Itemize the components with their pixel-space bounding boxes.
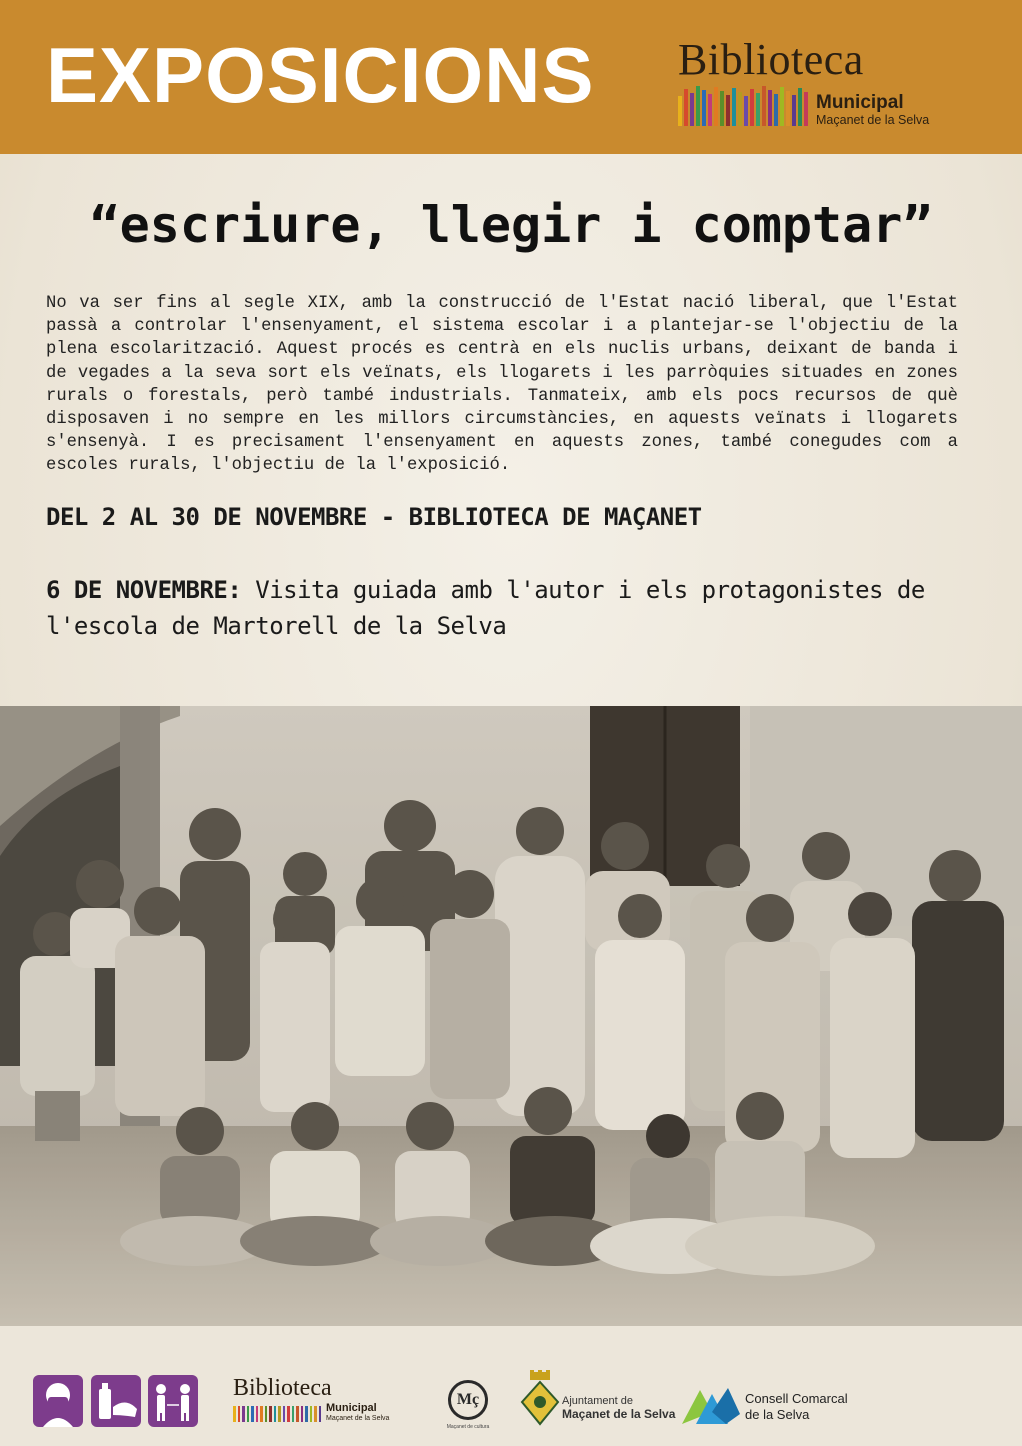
visit-text: Visita guiada amb l'autor i els protagonistes de l'escola de Martorell de la Selva: [46, 576, 925, 640]
town-council-line2: Maçanet de la Selva: [562, 1406, 676, 1421]
county-council-logo-icon: [682, 1384, 740, 1424]
logo-bar: [720, 91, 724, 126]
logo-bar: [242, 1406, 245, 1422]
logo-bar: [798, 88, 802, 126]
logo-bar: [278, 1406, 281, 1422]
county-council-line1: Consell Comarcal: [745, 1391, 848, 1406]
footer-library-logo-word: Biblioteca: [233, 1375, 332, 1401]
library-logo-town: Maçanet de la Selva: [816, 112, 930, 127]
logo-bar: [238, 1406, 241, 1422]
culture-seal-icon: Mç: [448, 1380, 488, 1420]
exhibition-title: “escriure, llegir i comptar”: [89, 196, 933, 254]
logo-bar: [756, 93, 760, 126]
library-logo-bars: [678, 86, 810, 126]
logo-bar: [301, 1406, 304, 1422]
logo-bar: [744, 96, 748, 126]
logo-bar: [726, 95, 730, 126]
guided-visit: [46, 572, 976, 644]
logo-bar: [287, 1406, 290, 1422]
logo-bar: [319, 1406, 322, 1422]
header-title: EXPOSICIONS: [46, 31, 595, 119]
town-council-label: [562, 1395, 675, 1421]
library-logo: [678, 35, 930, 127]
logo-bar: [251, 1406, 254, 1422]
county-council-line2: de la Selva: [745, 1407, 810, 1422]
logo-bar: [804, 92, 808, 126]
logo-bar: [762, 86, 766, 126]
town-coat-of-arms-icon: [520, 1370, 560, 1426]
logo-bar: [696, 86, 700, 126]
logo-bar: [247, 1406, 250, 1422]
header-bar: [0, 0, 1022, 154]
footer-library-logo: [233, 1376, 389, 1422]
logo-bar: [684, 89, 688, 126]
hand-sanitizer-icon: [91, 1375, 141, 1427]
exhibition-dates: DEL 2 AL 30 DE NOVEMBRE - BIBLIOTECA DE MAÇANET: [46, 503, 702, 531]
culture-seal-caption: Maçanet de cultura: [446, 1424, 490, 1430]
logo-bar: [774, 94, 778, 126]
logo-bar: [274, 1406, 277, 1422]
logo-bar: [269, 1406, 272, 1422]
logo-bar: [702, 90, 706, 126]
logo-bar: [292, 1406, 295, 1422]
logo-bar: [283, 1406, 286, 1422]
visit-date: 6 DE NOVEMBRE:: [46, 576, 242, 604]
distance-icon: [148, 1375, 198, 1427]
logo-bar: [738, 92, 742, 126]
description-paragraph: No va ser fins al segle XIX, amb la construcció de l'Estat nació liberal, que l'Estat passà a controlar l'ensenyament, el sistema escolar i a plantejar-se l'objectiu de la plena escolarització. Aquest procés es centrà en els nuclis urbans, deixant de banda i de vegades a la seva sort els veïnats, els llogarets i les parròquies situades en zones rurals o forestals, però també industrials. Tanmateix, amb els pocs recursos de què disposaven i no sempre en les millors circumstàncies, en aquests veïnats i llogarets s'ensenyà. I es precisament l'ensenyament en aquests zones, també conegudes com a escoles rurals, l'objectiu de la l'exposició.: [46, 294, 958, 476]
logo-bar: [714, 87, 718, 126]
logo-bar: [708, 94, 712, 126]
school-class-photo-illustration: [0, 706, 1022, 1326]
logo-bar: [296, 1406, 299, 1422]
school-class-photo: [0, 706, 1022, 1326]
logo-bar: [260, 1406, 263, 1422]
logo-bar: [690, 93, 694, 126]
county-council-label: [745, 1391, 848, 1423]
logo-bar: [314, 1406, 317, 1422]
library-logo-word: Biblioteca: [678, 35, 864, 84]
footer-library-logo-bars: [233, 1406, 323, 1422]
logo-bar: [750, 89, 754, 126]
logo-bar: [305, 1406, 308, 1422]
logo-bar: [310, 1406, 313, 1422]
logo-bar: [233, 1406, 236, 1422]
logo-bar: [786, 91, 790, 126]
mask-icon: [33, 1375, 83, 1427]
footer-library-logo-municipal: Municipal: [326, 1402, 377, 1414]
logo-bar: [678, 96, 682, 126]
logo-bar: [265, 1406, 268, 1422]
footer-library-logo-town: Maçanet de la Selva: [326, 1415, 390, 1422]
logo-bar: [792, 95, 796, 126]
logo-bar: [780, 87, 784, 126]
logo-bar: [256, 1406, 259, 1422]
town-council-line1: Ajuntament de: [562, 1395, 633, 1407]
logo-bar: [732, 88, 736, 126]
logo-bar: [768, 90, 772, 126]
library-logo-municipal: Municipal: [816, 91, 904, 113]
